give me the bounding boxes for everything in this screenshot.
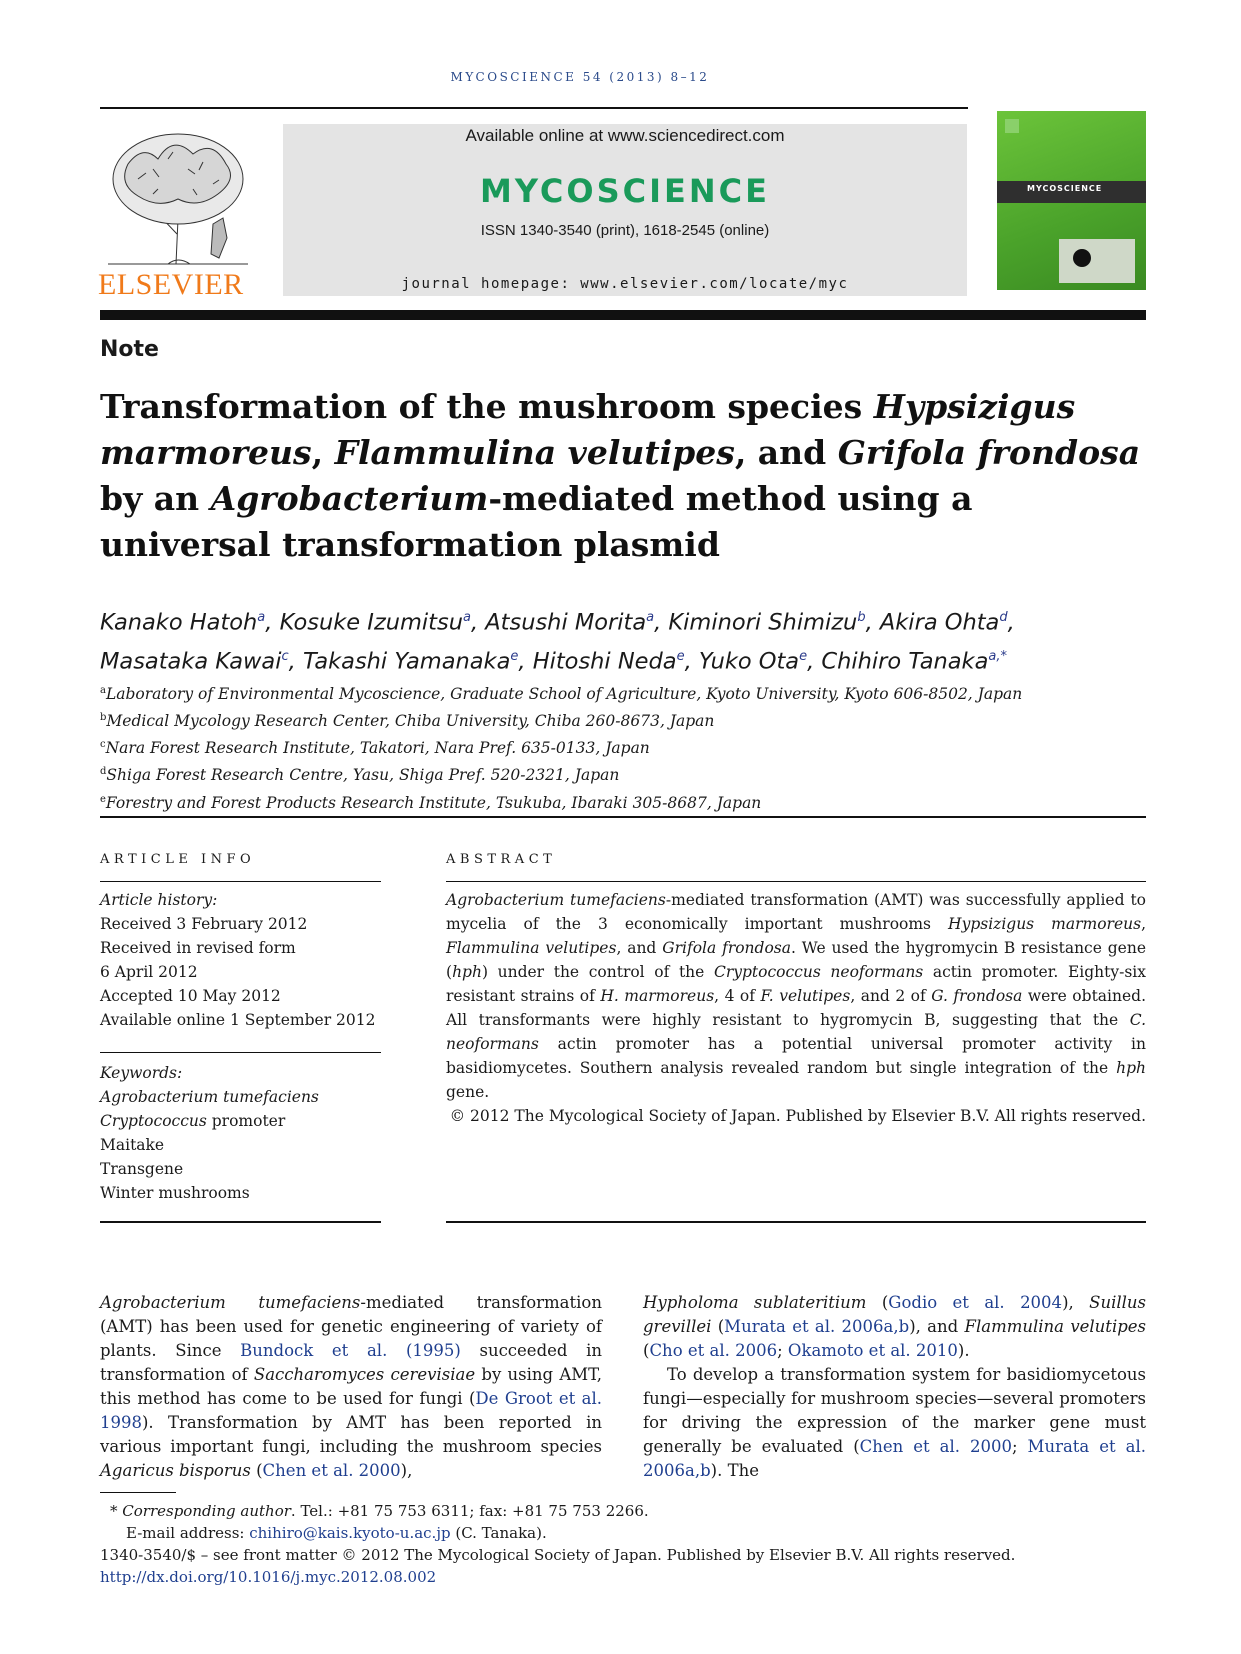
- author-affiliation-mark[interactable]: a: [257, 610, 266, 625]
- abstract-text: ) under the control of the: [481, 963, 714, 981]
- front-matter-line: 1340-3540/$ – see front matter © 2012 The Mycological Society of Japan. Published by Elsevier B.V. All rights reserved.: [100, 1546, 1016, 1564]
- abstract-italic: hph: [452, 963, 482, 981]
- cover-title: MYCOSCIENCE: [1027, 184, 1103, 193]
- body-text: ). The: [710, 1461, 759, 1480]
- author-affiliation-mark[interactable]: e: [510, 648, 519, 664]
- body-text: ),: [400, 1461, 413, 1480]
- abstract-italic: Grifola frondosa: [662, 939, 791, 957]
- publisher-wordmark: ELSEVIER: [98, 268, 244, 301]
- author-separator: ,: [470, 609, 486, 636]
- citation-link[interactable]: Bundock et al. (1995): [240, 1341, 461, 1360]
- abstract-text: gene.: [446, 1083, 490, 1101]
- email-suffix: (C. Tanaka).: [450, 1524, 547, 1542]
- body-text: by using AMT, this method has come to be used for fungi (: [100, 1365, 602, 1408]
- body-text: ;: [1012, 1437, 1028, 1456]
- keyword: [100, 1109, 380, 1133]
- title-part: Transformation of the mushroom species: [100, 387, 874, 426]
- affiliation-key: a: [100, 685, 106, 696]
- affiliation-item: [100, 706, 1160, 733]
- keyword: Maitake: [100, 1136, 165, 1154]
- abstract-text: , and: [616, 939, 663, 957]
- keywords: [100, 1061, 380, 1205]
- doi-link[interactable]: http://dx.doi.org/10.1016/j.myc.2012.08.002: [100, 1568, 437, 1586]
- title-species: Flammulina velutipes: [334, 433, 735, 472]
- abstract-copyright: © 2012 The Mycological Society of Japan. Published by Elsevier B.V. All rights reserved.: [449, 1107, 1146, 1125]
- title-species: Grifola frondosa: [837, 433, 1141, 472]
- title-part: ,: [311, 433, 335, 472]
- author[interactable]: Yuko Ota: [698, 648, 800, 674]
- author[interactable]: Chihiro Tanaka: [821, 648, 989, 674]
- body-text: ),: [1062, 1293, 1090, 1312]
- keyword: Winter mushrooms: [100, 1184, 250, 1202]
- abstract-heading: ABSTRACT: [446, 852, 557, 867]
- abstract-italic: C. neoformans: [446, 1011, 1146, 1053]
- keywords-rule: [100, 1052, 381, 1053]
- email-label: E-mail address:: [126, 1524, 250, 1542]
- affiliation-item: [100, 760, 1160, 787]
- abstract-text: actin promoter has a potential universal promoter activity in basidiomycetes. Southern analysis revealed random but single integration of the: [446, 1035, 1146, 1077]
- author[interactable]: Kosuke Izumitsu: [279, 609, 463, 636]
- keywords-label: Keywords:: [100, 1064, 183, 1082]
- journal-homepage-link[interactable]: journal homepage: www.elsevier.com/locate/myc: [401, 276, 849, 292]
- affiliation-text: Medical Mycology Research Center, Chiba University, Chiba 260-8673, Japan: [106, 712, 715, 731]
- header-top-rule: [100, 107, 968, 109]
- author-separator: ,: [518, 648, 533, 674]
- history-label: Article history:: [100, 891, 218, 909]
- author[interactable]: Takashi Yamanaka: [302, 648, 511, 674]
- abstract-text: -mediated transformation (AMT) was successfully applied to mycelia of the 3 economically important mushrooms: [446, 891, 1147, 933]
- abstract-italic: Flammulina velutipes: [446, 939, 617, 957]
- author-affiliation-mark[interactable]: e: [799, 648, 808, 664]
- body-italic: Flammulina velutipes: [964, 1317, 1147, 1336]
- affiliation-key: d: [100, 766, 107, 778]
- affiliation-item: [100, 788, 1160, 815]
- keyword: [100, 1085, 380, 1109]
- citation-link[interactable]: De Groot et al. 1998: [100, 1389, 602, 1432]
- body-text: (: [643, 1341, 650, 1360]
- abstract-text: were obtained. All transformants were highly resistant to hygromycin B, suggesting that the: [446, 987, 1146, 1029]
- affiliation-text: Forestry and Forest Products Research Institute, Tsukuba, Ibaraki 305-8687, Japan: [105, 793, 762, 812]
- article-type-label: Note: [100, 337, 159, 362]
- journal-title: MYCOSCIENCE: [480, 172, 770, 210]
- affiliation-text: Nara Forest Research Institute, Takatori, Nara Pref. 635-0133, Japan: [105, 739, 650, 758]
- body-text: ;: [777, 1341, 788, 1360]
- author-list: [100, 601, 1160, 678]
- citation-link[interactable]: Cho et al. 2006: [649, 1341, 778, 1360]
- affiliation-item: [100, 679, 1160, 706]
- history-item: Received in revised form: [100, 939, 296, 957]
- title-part: -mediated method using a universal transformation plasmid: [100, 479, 973, 564]
- cover-disc: [1073, 249, 1091, 267]
- history-item: Available online 1 September 2012: [100, 1011, 376, 1029]
- author[interactable]: Akira Ohta: [879, 609, 1000, 636]
- author-affiliation-mark[interactable]: d: [999, 610, 1008, 625]
- body-text: ).: [957, 1341, 970, 1360]
- body-column-right: [643, 1291, 1146, 1483]
- corresponding-author-note: [110, 1500, 1150, 1522]
- abstract-bottom-rule: [446, 1221, 1146, 1223]
- author-separator: ,: [684, 648, 699, 674]
- journal-cover-image: [997, 111, 1146, 290]
- affiliation-list: [100, 679, 1160, 815]
- body-text: -mediated transformation (AMT) has been used for genetic engineering of variety of plants. Since: [100, 1293, 602, 1360]
- body-italic: Agrobacterium tumefaciens: [100, 1293, 361, 1312]
- abstract-italic: Hypsizigus marmoreus: [948, 915, 1142, 933]
- abstract-italic: F. velutipes: [760, 987, 851, 1005]
- citation-link[interactable]: Murata et al. 2006a,b: [643, 1437, 1146, 1480]
- cover-photo: [1059, 239, 1135, 283]
- article-title: [100, 384, 1150, 568]
- body-column-left: [100, 1291, 602, 1483]
- author-separator: ,: [654, 609, 669, 636]
- author-separator: ,: [1007, 609, 1015, 636]
- abstract-text: ,: [1141, 915, 1146, 933]
- affiliations-bottom-rule: [100, 816, 1146, 818]
- author-affiliation-mark[interactable]: a,*: [988, 648, 1007, 664]
- affiliation-key: c: [100, 739, 106, 751]
- body-text: ). Transformation by AMT has been reported in various important fungi, including the mushroom species: [100, 1413, 602, 1456]
- body-text: ), and: [909, 1317, 965, 1336]
- abstract-italic: Cryptococcus neoformans: [713, 963, 924, 981]
- running-head: MYCOSCIENCE 54 (2013) 8–12: [450, 70, 710, 84]
- body-italic: Suillus grevillei: [643, 1293, 1146, 1336]
- title-part: , and: [734, 433, 838, 472]
- keyword-text: Agrobacterium tumefaciens: [100, 1088, 319, 1106]
- citation-link[interactable]: Okamoto et al. 2010: [787, 1341, 958, 1360]
- author-affiliation-mark[interactable]: a: [462, 610, 471, 625]
- abstract-body: [446, 888, 1146, 1128]
- affiliation-item: [100, 733, 1160, 760]
- article-history: [100, 888, 380, 1032]
- issn-text: ISSN 1340-3540 (print), 1618-2545 (online): [480, 222, 770, 239]
- abstract-italic: H. marmoreus: [600, 987, 715, 1005]
- body-text: succeeded in transformation of: [100, 1341, 603, 1384]
- affiliation-key: e: [100, 793, 106, 805]
- affiliation-text: Laboratory of Environmental Mycoscience, Graduate School of Agriculture, Kyoto University, Kyoto 606-8502, Japan: [105, 685, 1023, 704]
- author-separator: ,: [288, 648, 303, 674]
- body-italic: Hypholoma sublateritium: [643, 1293, 867, 1312]
- title-part: by an: [100, 479, 211, 518]
- cover-logo-mark: [1005, 119, 1019, 133]
- author-affiliation-mark[interactable]: c: [281, 648, 289, 664]
- author-separator: ,: [865, 609, 880, 636]
- history-item: Accepted 10 May 2012: [100, 987, 281, 1005]
- citation-link[interactable]: Murata et al. 2006a,b: [724, 1317, 910, 1336]
- author[interactable]: Kiminori Shimizu: [668, 609, 858, 636]
- email-link[interactable]: chihiro@kais.kyoto-u.ac.jp: [249, 1524, 451, 1542]
- available-online-text: Available online at www.sciencedirect.com: [465, 126, 785, 145]
- body-text: To develop a transformation system for basidiomycetous fungi—especially for mushroom species—several promoters for driving the expression of the marker gene must generally be evaluated (: [643, 1365, 1146, 1456]
- author[interactable]: Atsushi Morita: [485, 609, 647, 636]
- body-text: (: [711, 1317, 725, 1336]
- author-separator: ,: [807, 648, 822, 674]
- footnote-text: . Tel.: +81 75 753 6311; fax: +81 75 753 2266.: [290, 1502, 649, 1520]
- author[interactable]: Hitoshi Neda: [532, 648, 677, 674]
- author-affiliation-mark[interactable]: b: [857, 610, 866, 625]
- abstract-text: . We used the hygromycin B resistance gene (: [446, 939, 1146, 981]
- abstract-text: , 4 of: [714, 987, 761, 1005]
- citation-link[interactable]: Chen et al. 2000: [859, 1437, 1012, 1456]
- abstract-italic: hph: [1116, 1059, 1146, 1077]
- abstract-italic: Agrobacterium tumefaciens: [446, 891, 666, 909]
- abstract-text: , and 2 of: [850, 987, 932, 1005]
- body-text: (: [250, 1461, 263, 1480]
- body-paragraph: [643, 1363, 1146, 1483]
- footnote-rule: [100, 1492, 176, 1493]
- citation-link[interactable]: Chen et al. 2000: [262, 1461, 401, 1480]
- author-affiliation-mark[interactable]: a: [646, 610, 655, 625]
- header-bottom-rule: [100, 310, 1146, 320]
- keyword-text: promoter: [206, 1112, 286, 1130]
- author[interactable]: Kanako Hatoh: [100, 609, 258, 636]
- history-item: Received 3 February 2012: [100, 915, 308, 933]
- article-info-rule: [100, 881, 381, 882]
- abstract-text: actin promoter. Eighty-six resistant strains of: [446, 963, 1147, 1005]
- article-info-bottom-rule: [100, 1221, 381, 1223]
- email-note: [126, 1522, 1146, 1544]
- affiliation-key: b: [100, 712, 107, 724]
- body-text: (: [866, 1293, 889, 1312]
- footnote-marker: *: [110, 1502, 118, 1520]
- history-item: 6 April 2012: [100, 963, 198, 981]
- author-affiliation-mark[interactable]: e: [676, 648, 685, 664]
- author-separator: ,: [265, 609, 280, 636]
- author[interactable]: Masataka Kawai: [100, 648, 282, 674]
- title-species: Agrobacterium: [210, 479, 489, 518]
- keyword: Transgene: [100, 1160, 184, 1178]
- abstract-italic: G. frondosa: [931, 987, 1023, 1005]
- affiliation-text: Shiga Forest Research Centre, Yasu, Shiga Pref. 520-2321, Japan: [106, 766, 620, 785]
- footnote-label: Corresponding author: [122, 1502, 291, 1520]
- abstract-rule: [446, 881, 1146, 882]
- body-italic: Saccharomyces cerevisiae: [253, 1365, 476, 1384]
- title-species: Hypsizigus marmoreus: [100, 387, 1076, 472]
- citation-link[interactable]: Godio et al. 2004: [888, 1293, 1063, 1312]
- article-info-heading: ARTICLE INFO: [100, 852, 256, 867]
- body-italic: Agaricus bisporus: [100, 1461, 251, 1480]
- keyword-text: Cryptococcus: [100, 1112, 207, 1130]
- journal-header-box: [283, 124, 967, 296]
